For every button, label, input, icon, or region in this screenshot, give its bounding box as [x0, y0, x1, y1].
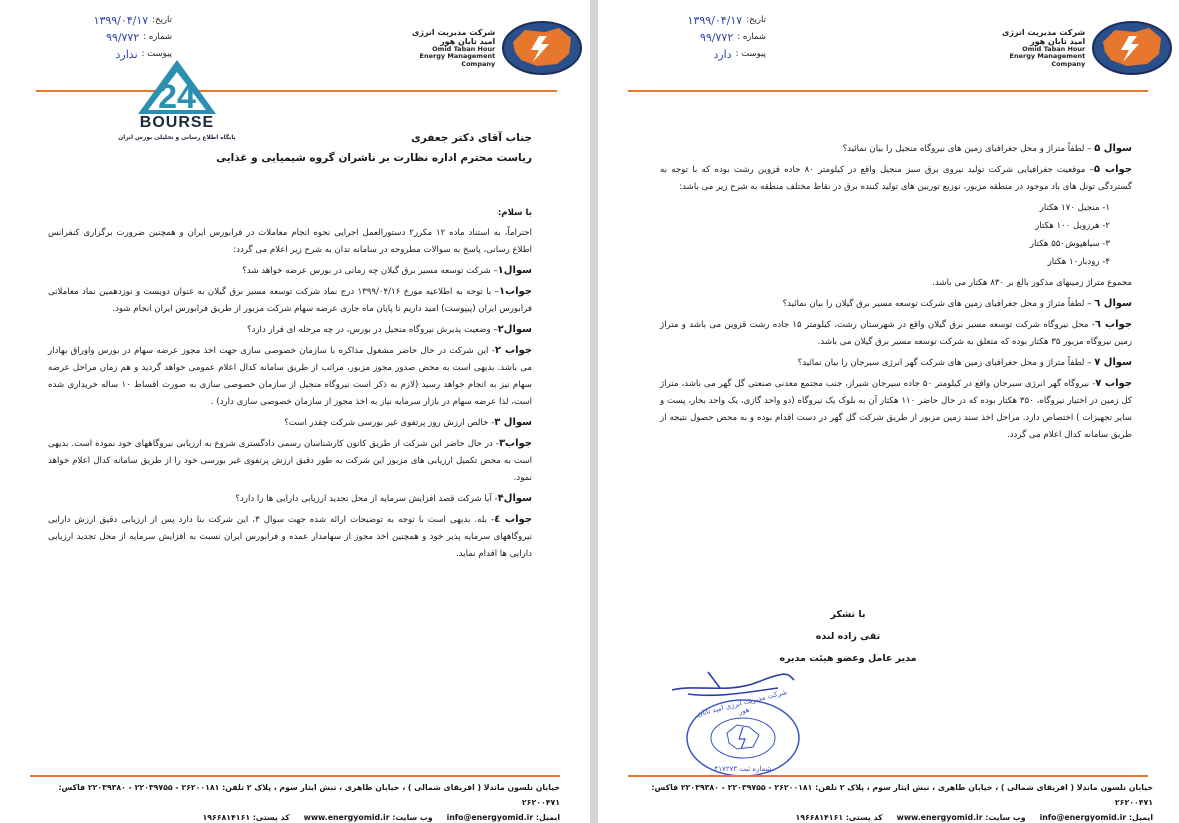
footer-address: خیابان نلسون ماندلا ( افریقای شمالی ) ، خیابان طاهری ، نبش ایثار سوم ، پلاک ۲ تلفن: ۲۶۲۰۰۱۸۱ - ۲۲۰۳۹۷۵۵ - ۲۲۰۳۹۳۸۰ فاکس: ۲۶۲۰۰۴۷۱ [58, 783, 560, 807]
footer-rule [628, 775, 1148, 777]
question-6: سوال ٦ – لطفاً متراژ و محل جغرافیای زمین های شرکت توسعه مسیر برق گیلان را بیان نمائید؟ [782, 298, 1132, 309]
question-4: سوال۴- آیا شرکت قصد افزایش سرمایه از محل تجدید ارزیابی دارایی ها را دارد؟ [235, 493, 532, 504]
list-item: ۴- رودبار۱۰ هکتار [1047, 257, 1110, 267]
footer-postal: ۱۹۶۶۸۱۴۱۶۱ [202, 813, 251, 822]
letter-footer: خیابان نلسون ماندلا ( افریقای شمالی ) ، خیابان طاهری ، نبش ایثار سوم ، پلاک ۲ تلفن: ۲۶۲۰۰۱۸۱ - ۲۲۰۳۹۷۵۵ - ۲۲۰۳۹۳۸۰ فاکس: ۲۶۲۰۰۴۷۱ ایمیل: info@energyomid.ir وب سایت: www.energyomid.ir کد پستی: ۱۹۶۶۸۱۴۱۶۱ [624, 780, 1153, 823]
salutation: با سلام: [497, 208, 532, 218]
footer-address: خیابان نلسون ماندلا ( افریقای شمالی ) ، خیابان طاهری ، نبش ایثار سوم ، پلاک ۲ تلفن: ۲۶۲۰۰۱۸۱ - ۲۲۰۳۹۷۵۵ - ۲۲۰۳۹۳۸۰ فاکس: ۲۶۲۰۰۴۷۱ [651, 783, 1153, 807]
attachment-value: ندارد [115, 48, 138, 61]
question-1: سوال۱– شرکت توسعه مسیر برق گیلان چه زمانی در بورس عرضه خواهد شد؟ [242, 265, 532, 276]
footer-email: info@energyomid.ir [1039, 813, 1127, 822]
company-logo: شرکت مدیریت انرژی امید تابان هور Omid Taban Hour Energy Management Company [1002, 20, 1173, 76]
date-value: ۱۳۹۹/۰۴/۱۷ [93, 14, 149, 27]
question-5: سوال ۵ – لطفاً متراژ و محل جغرافیای زمین های نیروگاه منجیل را بیان نمائید؟ [842, 143, 1132, 154]
list-item: ۱- منجیل ۱۷۰ هکتار [1039, 203, 1110, 213]
attachment-label: پیوست : [735, 49, 766, 59]
closing-text: با تشکر [830, 609, 866, 620]
footer-website: www.energyomid.ir [303, 813, 390, 822]
footer-email: info@energyomid.ir [446, 813, 534, 822]
list-item: ۲- هرزویل ۱۰۰ هکتار [1035, 221, 1110, 231]
company-logo: شرکت مدیریت انرژی امید تابان هور Omid Taban Hour Energy Management Company [412, 20, 583, 76]
page-gutter [590, 0, 598, 823]
attachment-value: دارد [713, 48, 732, 61]
answer-1: جواب۱– با توجه به اطلاعیه مورخ ۱۳۹۹/۰۴/۱۶ درج نماد شرکت توسعه مسیر برق گیلان به عنوان دویست و نوزدهمین نماد معاملاتی فرابورس ایران (پیپوست) امید داریم تا پایان ماه جاری عرضه سهام شرکت مزبور از طریق فرابورس ایران انجام شود. [48, 286, 532, 314]
company-stamp: شرکت مدیریت انرژی امید تابان هور شماره ثبت ۴۱۷۲۷۳ [683, 695, 803, 781]
signer-title: مدیر عامل وعضو هیئت مدیره [779, 653, 917, 664]
answer-5: جواب ۵– موقعیت جغرافیایی شرکت تولید نیروی برق سبز منجیل واقع در کیلومتر ۸۰ جاده قزوین رشت بوده که با توجه به گستردگی تونل های باد موجود در منطقه مزبور، توزیع توربین های تولید کننده برق در نقاط مختلف منطقه به شرح زیر می باشد: [660, 164, 1132, 192]
date-label: تاریخ: [746, 15, 766, 25]
number-label: شماره : [143, 32, 172, 42]
answer-4: جواب ٤- بله. بدیهی است با توجه به توضیحات ارائه شده جهت سوال ۳، این شرکت بنا دارد پس از ارزیابی دقیق ارزش دارایی نیروگاههای سرمایه پذیر خود و همچنین اخذ مجوز از سهامدار عمده و فرابورس ایران نسبت به افزایش سرمایه از محل تجدید ارزیابی دارایی ها اقدام نماید. [48, 514, 533, 559]
footer-website: www.energyomid.ir [896, 813, 983, 822]
bourse-watermark-logo: 24 BOURSE پایگاه اطلاع رسانی و تحلیلی بورس ایران [118, 58, 236, 158]
date-label: تاریخ: [152, 15, 172, 25]
list-item: ۳- سیاهپوش۵۵۰ هکتار [1029, 239, 1110, 249]
attachment-label: پیوست : [141, 49, 172, 59]
footer-rule [30, 775, 560, 777]
signer-name: تقی زاده لنده [815, 631, 881, 642]
iran-map-logo-icon [1091, 20, 1173, 76]
svg-text:24: 24 [158, 78, 196, 116]
intro-paragraph: احتراماً، به استناد ماده ۱۲ مکرر۲ دستورالعمل اجرایی نحوه انجام معاملات در فرابورس ایران و همچنین ضرورت برگزاری کنفرانس اطلاع رسانی، پاسخ به سوالات مطروحه در سامانه تدان به شرح زیر اعلام می گردد: [48, 228, 532, 255]
letter-body-right [660, 140, 1132, 447]
question-7: سوال ۷ – لطفاً متراژ و محل جغرافیای زمین های شرکت گهر انرژی سیرجان را بیان نمائید؟ [797, 357, 1132, 368]
letter-meta [616, 12, 766, 63]
answer-6: جواب ٦- محل نیروگاه شرکت توسعه مسیر برق گیلان واقع در شهرستان رشت، کیلومتر ۱۵ جاده رشت قزوین می باشد و متراژ زمین نیروگاه مزبور ۳۵ هکتار بوده که متعلق به شرکت توسعه مسیر برق گیلان می باشد. [660, 319, 1133, 347]
letter-meta [22, 12, 172, 63]
letter-footer: خیابان نلسون ماندلا ( افریقای شمالی ) ، خیابان طاهری ، نبش ایثار سوم ، پلاک ۲ تلفن: ۲۶۲۰۰۱۸۱ - ۲۲۰۳۹۷۵۵ - ۲۲۰۳۹۳۸۰ فاکس: ۲۶۲۰۰۴۷۱ ایمیل: info@energyomid.ir وب سایت: www.energyomid.ir کد پستی: ۱۹۶۶۸۱۴۱۶۱ [30, 780, 560, 823]
addressee: جناب آقای دکتر جعفری ریاست محترم اداره نظارت بر ناشران گروه شیمیایی و غذایی [216, 132, 532, 164]
total-area: مجموع متراژ زمینهای مذکور بالغ بر ۸۳۰ هکتار می باشد. [932, 278, 1132, 288]
number-value: ۹۹/۷۷۲ [700, 31, 734, 44]
iran-map-logo-icon [501, 20, 583, 76]
site-list [660, 199, 1110, 271]
letter-page-right [598, 0, 1179, 823]
date-value: ۱۳۹۹/۰۴/۱۷ [687, 14, 743, 27]
number-value: ۹۹/۷۷۲ [106, 31, 140, 44]
header-rule [628, 90, 1148, 92]
footer-postal: ۱۹۶۶۸۱۴۱۶۱ [795, 813, 844, 822]
letter-body-left [48, 205, 532, 566]
number-label: شماره : [737, 32, 766, 42]
answer-2: جواب ۲- این شرکت در حال حاضر مشغول مذاکره با سازمان خصوصی سازی جهت اخذ مجوز عرضه سهام در بورس واوراق بهادار می باشد. بدیهی است به محض صدور مجوز مزبور، مراتب از طریق سامانه کدال اعلام عمومی خواهد گردید و هم زمان مراحل عرضه سهام نیز به انجام خواهد رسید (لازم به ذکر است نیروگاه منجیل از سازمان خصوصی سازی به صورت اقساط ۱۰ ساله خریداری شده است، لذا عرضه سهام در بازار سرمایه نیاز به اخذ مجوز از سازمان خصوصی سازی دارد) . [48, 345, 532, 407]
question-2: سوال۲– وضعیت پذیرش نیروگاه منجیل در بورس، در چه مرحله ای قرار دارد؟ [247, 324, 532, 335]
answer-3: جواب۳- در حال حاضر این شرکت از طریق کانون کارشناسان رسمی دادگستری شروع به ارزیابی نیروگاههای خود نموده است. بدیهی است به محض تکمیل ارزیابی های مزبور این شرکت به طور دقیق ارزش پرتفوی غیر بورسی خود را از طریق سامانه کدال اعلام خواهد نمود. [48, 438, 532, 483]
header-rule [36, 90, 557, 92]
question-3: سوال ۳- خالص ارزش روز پرتفوی غیر بورسی شرکت چقدر است؟ [284, 417, 532, 428]
answer-7: جواب ۷- نیروگاه گهر انرژی سیرجان واقع در کیلومتر ۵۰ جاده سیرجان شیراز، جنب مجتمع معدنی صنعتی گل گهر می باشد، متراژ کل زمین در اختیار نیروگاه، ۳۵۰ هکتار بوده که در حال حاضر ۱۱۰ هکتار آن به بلوک یک نیروگاه (دو واحد گازی، یک واحد بخار، پست و سایر تجهیزات ) اختصاص دارد. مراحل اخذ سند زمین مزبور از طریق شرکت گل گهر در دست اقدام بوده و به محض حصول نتیجه از طریق سامانه کدال اعلام می گردد. [660, 378, 1132, 440]
signature-block [768, 604, 928, 670]
